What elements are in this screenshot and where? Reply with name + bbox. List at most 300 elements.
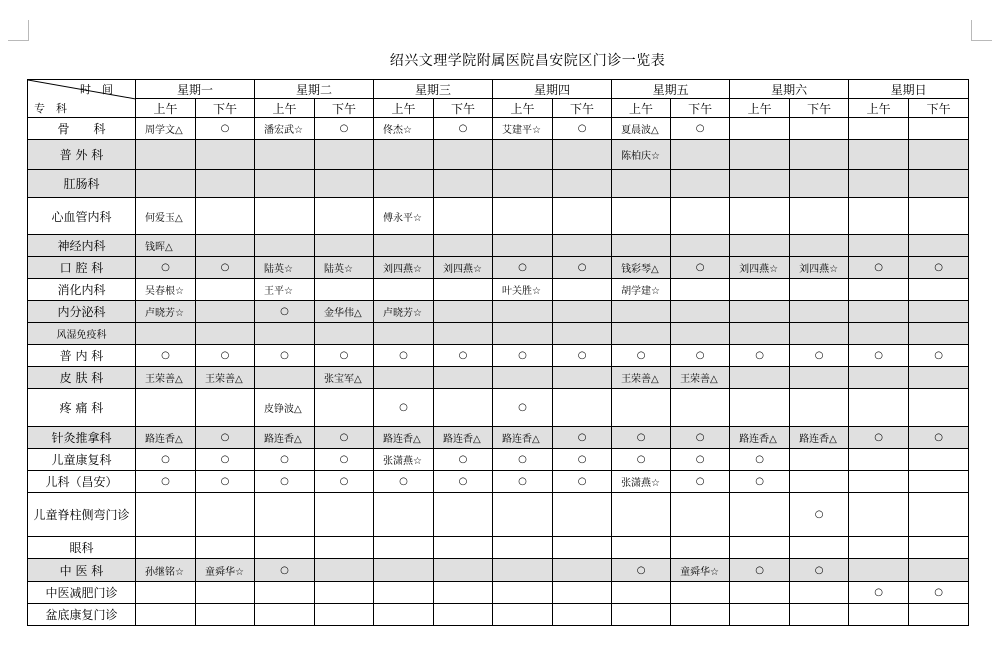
schedule-cell (493, 323, 553, 345)
am-header: 上午 (374, 99, 434, 118)
schedule-cell (909, 118, 969, 140)
schedule-cell: 艾建平☆ (493, 118, 553, 140)
schedule-cell: 路连香△ (136, 427, 196, 449)
schedule-cell (671, 279, 730, 301)
schedule-cell: ○ (255, 559, 315, 582)
schedule-cell (196, 389, 255, 427)
schedule-cell (255, 198, 315, 235)
schedule-cell (553, 279, 612, 301)
department-row (28, 471, 969, 493)
schedule-cell (671, 323, 730, 345)
schedule-cell (612, 582, 671, 604)
schedule-cell (849, 198, 909, 235)
schedule-cell (790, 118, 849, 140)
schedule-cell (553, 604, 612, 626)
department-row (28, 345, 969, 367)
schedule-cell (196, 279, 255, 301)
schedule-cell (315, 323, 374, 345)
schedule-cell: 钱晖△ (136, 235, 196, 257)
schedule-cell (671, 604, 730, 626)
schedule-cell: ○ (374, 389, 434, 427)
am-header: 上午 (612, 99, 671, 118)
schedule-cell (136, 604, 196, 626)
schedule-cell (671, 301, 730, 323)
am-header: 上午 (255, 99, 315, 118)
schedule-cell (790, 367, 849, 389)
schedule-cell (434, 323, 493, 345)
schedule-cell: 王荣善△ (612, 367, 671, 389)
schedule-cell: ○ (255, 301, 315, 323)
department-row (28, 170, 969, 198)
schedule-cell: ○ (553, 118, 612, 140)
department-name: 神经内科 (28, 235, 136, 257)
schedule-cell (909, 449, 969, 471)
schedule-cell (553, 537, 612, 559)
day-header: 星期三 (374, 80, 493, 99)
schedule-cell: 路连香△ (493, 427, 553, 449)
schedule-cell (849, 323, 909, 345)
schedule-cell (493, 170, 553, 198)
schedule-cell (315, 279, 374, 301)
schedule-cell (493, 537, 553, 559)
schedule-cell (849, 559, 909, 582)
schedule-cell (849, 471, 909, 493)
schedule-cell: ○ (196, 118, 255, 140)
schedule-cell: ○ (196, 471, 255, 493)
schedule-cell: ○ (493, 389, 553, 427)
schedule-cell (196, 235, 255, 257)
schedule-cell (909, 389, 969, 427)
schedule-cell: ○ (612, 427, 671, 449)
schedule-cell (790, 604, 849, 626)
schedule-cell (909, 170, 969, 198)
day-header: 星期四 (493, 80, 612, 99)
schedule-cell: 陆英☆ (255, 257, 315, 279)
schedule-cell: 张潇燕☆ (374, 449, 434, 471)
schedule-cell (909, 301, 969, 323)
am-header: 上午 (136, 99, 196, 118)
schedule-cell (790, 537, 849, 559)
schedule-cell (434, 279, 493, 301)
department-name: 疼 痛 科 (28, 389, 136, 427)
schedule-cell: 陈柏庆☆ (612, 140, 671, 170)
schedule-cell (909, 235, 969, 257)
session-header-row (28, 99, 969, 118)
department-row (28, 389, 969, 427)
schedule-cell (612, 198, 671, 235)
schedule-cell: ○ (553, 257, 612, 279)
schedule-cell (790, 471, 849, 493)
schedule-cell (612, 537, 671, 559)
schedule-cell: ○ (730, 345, 790, 367)
schedule-cell: 何爱玉△ (136, 198, 196, 235)
schedule-cell (612, 604, 671, 626)
schedule-cell: 王平☆ (255, 279, 315, 301)
schedule-cell: 童舜华☆ (671, 559, 730, 582)
schedule-cell: ○ (315, 449, 374, 471)
schedule-cell: 卢晓芳☆ (374, 301, 434, 323)
clinic-schedule-table (27, 79, 969, 626)
schedule-cell (730, 323, 790, 345)
department-row (28, 118, 969, 140)
schedule-cell (790, 389, 849, 427)
department-name: 中医减肥门诊 (28, 582, 136, 604)
schedule-cell: 路连香△ (434, 427, 493, 449)
schedule-cell (196, 323, 255, 345)
schedule-cell (255, 235, 315, 257)
schedule-cell (196, 537, 255, 559)
schedule-cell: ○ (553, 345, 612, 367)
schedule-cell: 王荣善△ (196, 367, 255, 389)
schedule-cell (790, 582, 849, 604)
schedule-cell (315, 604, 374, 626)
department-name: 内分泌科 (28, 301, 136, 323)
department-name: 儿童康复科 (28, 449, 136, 471)
schedule-cell (849, 367, 909, 389)
day-header: 星期日 (849, 80, 969, 99)
schedule-cell: 夏晨波△ (612, 118, 671, 140)
schedule-cell (315, 170, 374, 198)
schedule-cell: ○ (374, 471, 434, 493)
schedule-cell (493, 493, 553, 537)
schedule-cell (849, 118, 909, 140)
schedule-cell: ○ (671, 118, 730, 140)
schedule-cell: 周学文△ (136, 118, 196, 140)
department-name: 儿科（昌安） (28, 471, 136, 493)
schedule-cell: ○ (493, 449, 553, 471)
schedule-cell (493, 559, 553, 582)
schedule-cell (374, 235, 434, 257)
schedule-cell: ○ (553, 449, 612, 471)
schedule-cell (315, 198, 374, 235)
schedule-cell: ○ (671, 427, 730, 449)
department-row (28, 367, 969, 389)
schedule-cell (374, 170, 434, 198)
schedule-cell (730, 140, 790, 170)
schedule-cell (849, 493, 909, 537)
schedule-cell: ○ (315, 345, 374, 367)
day-header-row (28, 80, 969, 99)
schedule-cell (909, 323, 969, 345)
schedule-cell: 佟杰☆ (374, 118, 434, 140)
am-header: 上午 (493, 99, 553, 118)
schedule-cell (553, 198, 612, 235)
schedule-cell (136, 493, 196, 537)
pm-header: 下午 (790, 99, 849, 118)
schedule-cell (315, 235, 374, 257)
schedule-cell (374, 604, 434, 626)
schedule-cell: ○ (671, 449, 730, 471)
schedule-cell (909, 471, 969, 493)
specialty-header-label: 专 科 (34, 102, 67, 115)
schedule-cell (434, 559, 493, 582)
schedule-cell: ○ (612, 559, 671, 582)
schedule-cell (730, 198, 790, 235)
department-row (28, 323, 969, 345)
schedule-cell (553, 323, 612, 345)
schedule-cell (849, 301, 909, 323)
schedule-cell (909, 493, 969, 537)
schedule-cell (493, 235, 553, 257)
schedule-cell: ○ (196, 427, 255, 449)
schedule-cell: ○ (255, 471, 315, 493)
schedule-cell (612, 493, 671, 537)
schedule-cell: 皮铮波△ (255, 389, 315, 427)
pm-header: 下午 (434, 99, 493, 118)
schedule-cell: ○ (612, 345, 671, 367)
schedule-cell: ○ (612, 449, 671, 471)
department-row (28, 582, 969, 604)
schedule-cell: ○ (434, 449, 493, 471)
schedule-cell (136, 323, 196, 345)
schedule-cell: ○ (671, 257, 730, 279)
schedule-cell (612, 170, 671, 198)
schedule-cell: 路连香△ (255, 427, 315, 449)
schedule-cell (612, 235, 671, 257)
schedule-cell (671, 170, 730, 198)
schedule-cell (553, 235, 612, 257)
department-name: 骨 科 (28, 118, 136, 140)
schedule-cell (730, 301, 790, 323)
schedule-cell (255, 604, 315, 626)
department-row (28, 559, 969, 582)
department-name: 心血管内科 (28, 198, 136, 235)
schedule-cell (671, 235, 730, 257)
schedule-cell: ○ (136, 471, 196, 493)
schedule-cell: 潘宏武☆ (255, 118, 315, 140)
pm-header: 下午 (909, 99, 969, 118)
department-name: 针灸推拿科 (28, 427, 136, 449)
schedule-cell (136, 582, 196, 604)
schedule-cell (790, 323, 849, 345)
schedule-cell (909, 604, 969, 626)
schedule-cell (849, 604, 909, 626)
schedule-cell (849, 389, 909, 427)
schedule-cell (909, 279, 969, 301)
schedule-cell (849, 279, 909, 301)
day-header: 星期六 (730, 80, 849, 99)
department-row (28, 449, 969, 471)
schedule-cell (730, 537, 790, 559)
schedule-cell: 刘四燕☆ (790, 257, 849, 279)
schedule-cell (315, 582, 374, 604)
schedule-cell (493, 582, 553, 604)
schedule-cell: ○ (849, 257, 909, 279)
schedule-cell (553, 140, 612, 170)
schedule-cell: ○ (909, 427, 969, 449)
schedule-cell (434, 389, 493, 427)
schedule-cell (671, 493, 730, 537)
schedule-body (28, 118, 969, 626)
department-name: 普 外 科 (28, 140, 136, 170)
schedule-cell: ○ (315, 427, 374, 449)
schedule-cell (849, 140, 909, 170)
schedule-cell (671, 389, 730, 427)
schedule-cell (730, 604, 790, 626)
schedule-cell (374, 493, 434, 537)
schedule-cell (196, 582, 255, 604)
schedule-cell (374, 582, 434, 604)
pm-header: 下午 (553, 99, 612, 118)
schedule-cell: ○ (730, 449, 790, 471)
schedule-cell: ○ (790, 493, 849, 537)
schedule-cell (374, 367, 434, 389)
schedule-cell: ○ (255, 345, 315, 367)
time-header-label: 时 间 (80, 83, 113, 96)
schedule-cell (612, 389, 671, 427)
department-name: 消化内科 (28, 279, 136, 301)
schedule-cell: 孙继铭☆ (136, 559, 196, 582)
schedule-cell (374, 323, 434, 345)
schedule-cell (434, 140, 493, 170)
schedule-cell (196, 604, 255, 626)
schedule-cell: ○ (790, 559, 849, 582)
schedule-cell: 傅永平☆ (374, 198, 434, 235)
day-header: 星期二 (255, 80, 374, 99)
schedule-cell: ○ (553, 471, 612, 493)
schedule-cell (434, 367, 493, 389)
department-row (28, 493, 969, 537)
schedule-cell (730, 389, 790, 427)
schedule-cell: ○ (493, 257, 553, 279)
page-corner-mark (971, 20, 992, 41)
schedule-cell (790, 449, 849, 471)
schedule-cell (434, 198, 493, 235)
schedule-cell: 刘四燕☆ (374, 257, 434, 279)
schedule-cell: ○ (434, 471, 493, 493)
schedule-cell (909, 198, 969, 235)
schedule-cell (493, 367, 553, 389)
schedule-cell (255, 170, 315, 198)
schedule-cell (315, 493, 374, 537)
department-name: 肛肠科 (28, 170, 136, 198)
schedule-cell (255, 493, 315, 537)
schedule-cell (493, 604, 553, 626)
schedule-cell: ○ (849, 345, 909, 367)
schedule-cell: ○ (255, 449, 315, 471)
department-row (28, 301, 969, 323)
schedule-cell (315, 140, 374, 170)
department-row (28, 537, 969, 559)
schedule-cell: 吴春根☆ (136, 279, 196, 301)
schedule-cell (434, 235, 493, 257)
schedule-cell: ○ (790, 345, 849, 367)
schedule-cell (136, 389, 196, 427)
schedule-cell (315, 559, 374, 582)
page-title: 绍兴文理学院附属医院昌安院区门诊一览表 (389, 53, 666, 69)
schedule-cell (374, 279, 434, 301)
schedule-cell: 胡学建☆ (612, 279, 671, 301)
schedule-cell (553, 170, 612, 198)
schedule-cell: ○ (196, 449, 255, 471)
schedule-cell (671, 198, 730, 235)
schedule-cell: 王荣善△ (136, 367, 196, 389)
schedule-cell: 卢晓芳☆ (136, 301, 196, 323)
schedule-cell (434, 537, 493, 559)
schedule-cell (136, 140, 196, 170)
schedule-cell: ○ (374, 345, 434, 367)
schedule-cell (434, 493, 493, 537)
schedule-cell (849, 170, 909, 198)
schedule-cell (849, 449, 909, 471)
department-name: 眼科 (28, 537, 136, 559)
schedule-cell: ○ (671, 345, 730, 367)
schedule-cell: ○ (909, 582, 969, 604)
schedule-cell (553, 582, 612, 604)
schedule-cell: 陆英☆ (315, 257, 374, 279)
department-row (28, 140, 969, 170)
schedule-cell (255, 323, 315, 345)
department-row (28, 257, 969, 279)
department-name: 皮 肤 科 (28, 367, 136, 389)
pm-header: 下午 (196, 99, 255, 118)
am-header: 上午 (849, 99, 909, 118)
schedule-cell: ○ (730, 559, 790, 582)
schedule-cell (136, 537, 196, 559)
schedule-cell (909, 537, 969, 559)
schedule-cell: ○ (196, 345, 255, 367)
department-name: 儿童脊柱侧弯门诊 (28, 493, 136, 537)
day-header: 星期五 (612, 80, 730, 99)
schedule-cell (434, 170, 493, 198)
schedule-cell: 童舜华☆ (196, 559, 255, 582)
schedule-cell: ○ (671, 471, 730, 493)
schedule-cell (671, 582, 730, 604)
schedule-cell: 金华伟△ (315, 301, 374, 323)
schedule-cell (196, 301, 255, 323)
schedule-cell (790, 170, 849, 198)
schedule-cell (671, 140, 730, 170)
schedule-cell (374, 559, 434, 582)
schedule-cell (553, 301, 612, 323)
schedule-cell: 路连香△ (730, 427, 790, 449)
schedule-cell (493, 301, 553, 323)
schedule-cell (612, 323, 671, 345)
schedule-cell (553, 367, 612, 389)
department-name: 盆底康复门诊 (28, 604, 136, 626)
schedule-cell (434, 604, 493, 626)
schedule-cell: ○ (315, 471, 374, 493)
department-name: 普 内 科 (28, 345, 136, 367)
schedule-cell (196, 493, 255, 537)
pm-header: 下午 (671, 99, 730, 118)
schedule-cell (196, 140, 255, 170)
department-name: 风湿免疫科 (28, 323, 136, 345)
am-header: 上午 (730, 99, 790, 118)
schedule-cell (315, 537, 374, 559)
schedule-cell: ○ (136, 345, 196, 367)
schedule-cell: ○ (493, 471, 553, 493)
schedule-cell: ○ (849, 427, 909, 449)
department-row (28, 279, 969, 301)
schedule-cell: 张潇燕☆ (612, 471, 671, 493)
department-row (28, 198, 969, 235)
corner-header-cell (28, 80, 136, 118)
schedule-cell (553, 389, 612, 427)
schedule-cell: 叶关胜☆ (493, 279, 553, 301)
schedule-cell: 路连香△ (790, 427, 849, 449)
department-name: 口 腔 科 (28, 257, 136, 279)
schedule-cell (790, 140, 849, 170)
pm-header: 下午 (315, 99, 374, 118)
schedule-cell: 刘四燕☆ (434, 257, 493, 279)
schedule-cell: 路连香△ (374, 427, 434, 449)
schedule-cell (553, 493, 612, 537)
department-row (28, 604, 969, 626)
schedule-cell (196, 170, 255, 198)
schedule-cell (730, 279, 790, 301)
schedule-cell: 钱彩琴△ (612, 257, 671, 279)
